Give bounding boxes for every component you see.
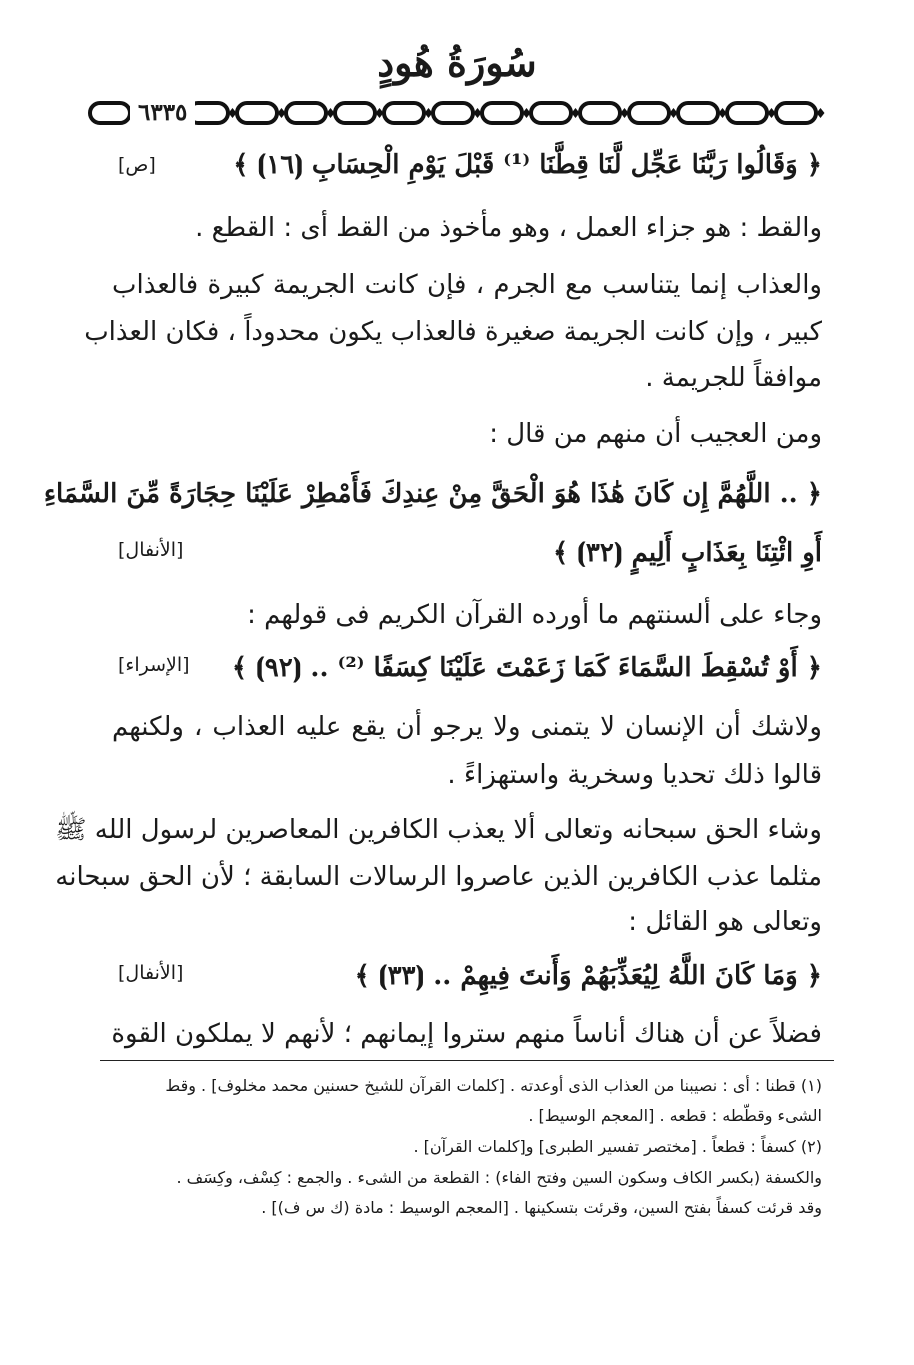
paragraph-line: قالوا ذلك تحديا وسخرية واستهزاءً .: [447, 760, 822, 790]
paragraph-line: والعذاب إنما يتناسب مع الجرم ، فإن كانت الجريمة كبيرة فالعذاب: [112, 270, 822, 300]
verse-anfal-33: ﴿ وَمَا كَانَ اللَّهُ لِيُعَذِّبَهُمْ وَأَنتَ فِيهِمْ .. ⦗٣٣⦘ ﴾: [354, 961, 822, 991]
paragraph-line: موافقاً للجريمة .: [645, 363, 822, 393]
verse-sad-16: ﴿ وَقَالُوا رَبَّنَا عَجِّل لَّنَا قِطَّنَا ⁽¹⁾ قَبْلَ يَوْمِ الْحِسَابِ ⦗١٦⦘ ﴾: [233, 150, 822, 180]
paragraph-line: والقط : هو جزاء العمل ، وهو مأخوذ من القط أى : القطع .: [195, 213, 822, 243]
paragraph-line: وتعالى هو القائل :: [628, 907, 822, 937]
paragraph-line: فضلاً عن أن هناك أناساً منهم ستروا إيمانهم ؛ لأنهم لا يملكون القوة: [111, 1019, 822, 1049]
footnote-line: والكسفة (بكسر الكاف وسكون السين وفتح الفاء) : القطعة من الشىء . والجمع : كِسْف، وكِسَف .: [176, 1168, 822, 1187]
paragraph-line: مثلما عذب الكافرين الذين عاصروا الرسالات السابقة ؛ لأن الحق سبحانه: [55, 862, 822, 892]
footnote-line: وقد قرئت كسفاً بفتح السين، وقرئت بتسكينها . [المعجم الوسيط : مادة (ك س ف)] .: [261, 1198, 822, 1217]
footnote-line: (١) قطنا : أى : نصيبنا من العذاب الذى أوعدته . [كلمات القرآن للشيخ حسنين محمد مخلوف] . وقط: [165, 1076, 822, 1095]
paragraph-line: وجاء على ألسنتهم ما أورده القرآن الكريم فى قولهم :: [247, 600, 822, 630]
surah-reference-anfal: [الأنفال]: [118, 962, 184, 984]
surah-reference-sad: [ص]: [118, 154, 156, 176]
surah-reference-anfal: [الأنفال]: [118, 539, 184, 561]
footnote-line: (٢) كسفاً : قطعاً . [مختصر تفسير الطبرى] و[كلمات القرآن] .: [413, 1137, 822, 1156]
footnote-divider: [100, 1060, 834, 1061]
footnote-line: الشىء وقطّطه : قطعه . [المعجم الوسيط] .: [528, 1106, 822, 1125]
verse-anfal-32-part2: أَوِ ائْتِنَا بِعَذَابٍ أَلِيمٍ ⦗٣٢⦘ ﴾: [552, 538, 822, 568]
verse-anfal-32-part1: ﴿ .. اللَّهُمَّ إِن كَانَ هَٰذَا هُوَ الْحَقَّ مِنْ عِندِكَ فَأَمْطِرْ عَلَيْنَا حِجَارَةً مِّنَ السَّمَاءِ: [43, 479, 822, 509]
surah-reference-isra: [الإسراء]: [118, 654, 190, 676]
paragraph-line: ولاشك أن الإنسان لا يتمنى ولا يرجو أن يقع عليه العذاب ، ولكنهم: [112, 712, 822, 742]
paragraph-line: ومن العجيب أن منهم من قال :: [489, 419, 822, 449]
surah-title: سُورَةُ هُودٍ: [377, 40, 537, 85]
ornamental-border: [88, 96, 828, 130]
paragraph-line: وشاء الحق سبحانه وتعالى ألا يعذب الكافرين المعاصرين لرسول الله ﷺ: [55, 815, 822, 845]
verse-isra-92: ﴿ أَوْ تُسْقِطَ السَّمَاءَ كَمَا زَعَمْتَ عَلَيْنَا كِسَفًا ⁽²⁾ .. ⦗٩٢⦘ ﴾: [231, 653, 822, 683]
paragraph-line: كبير ، وإن كانت الجريمة صغيرة فالعذاب يكون محدوداً ، فكان العذاب: [84, 317, 822, 347]
page-number: ٦٣٣٥: [130, 96, 195, 130]
